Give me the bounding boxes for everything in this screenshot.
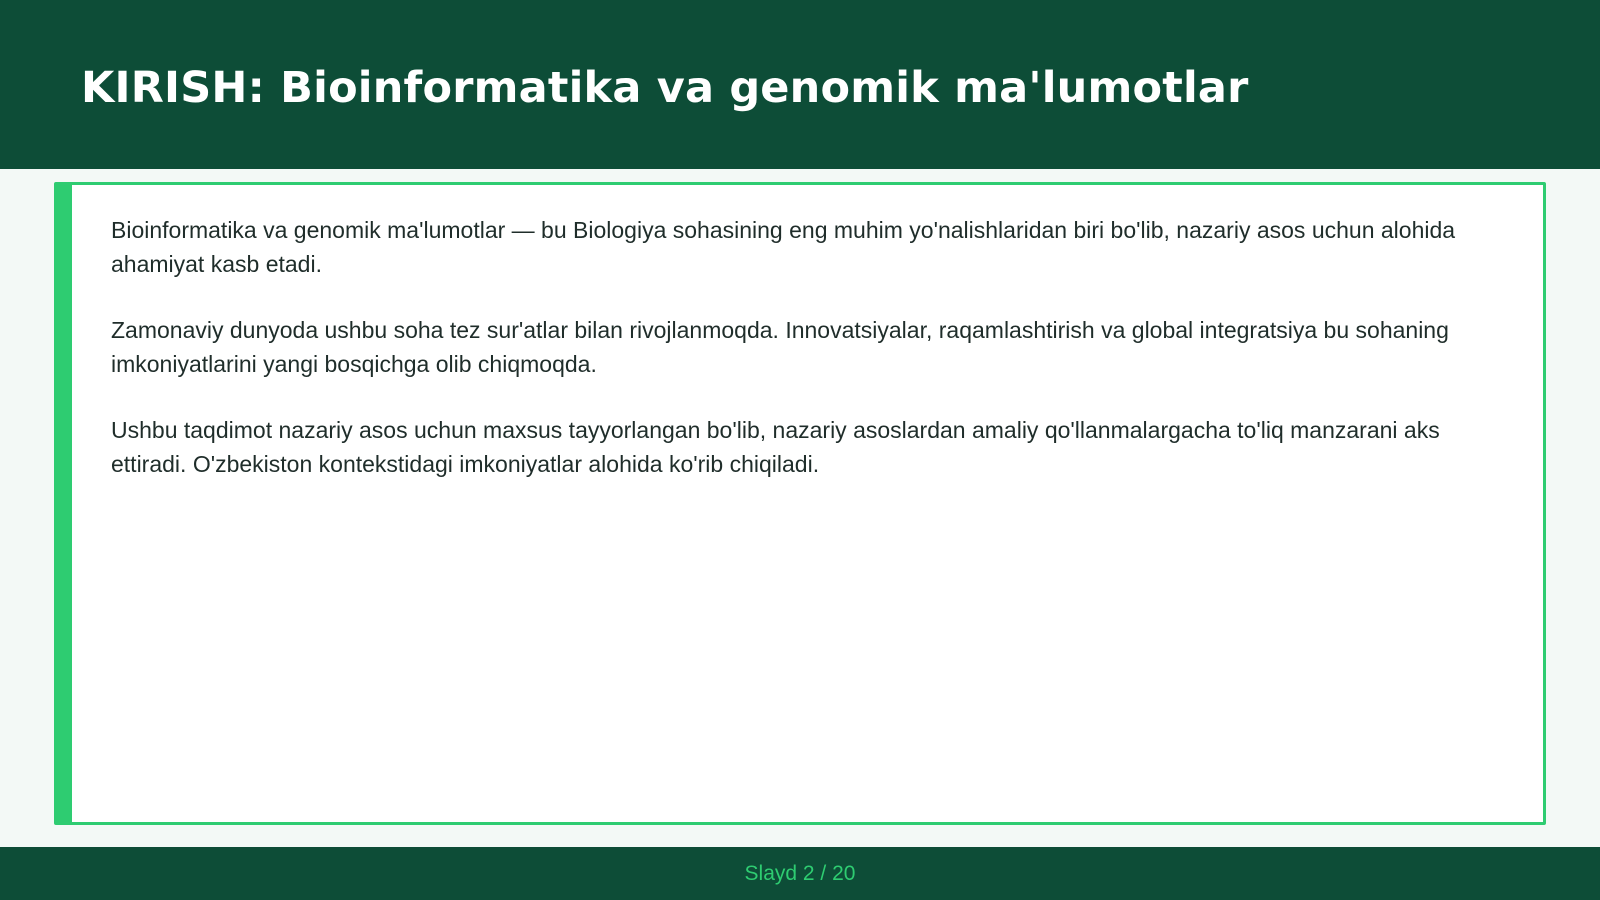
paragraph-intro: Bioinformatika va genomik ma'lumotlar — bu Biologiya sohasining eng muhim yo'nalishlaridan biri bo'lib, nazariy asos uchun alohida ahamiyat kasb etadi. bbox=[111, 217, 1456, 277]
slide-counter: Slayd 2 / 20 bbox=[744, 862, 856, 885]
slide-header bbox=[0, 0, 1600, 169]
slide-title: KIRISH: Bioinformatika va genomik ma'lumotlar bbox=[81, 63, 1249, 113]
paragraph-modern-world: Zamonaviy dunyoda ushbu soha tez sur'atlar bilan rivojlanmoqda. Innovatsiyalar, raqamlashtirish va global integratsiya bu sohaning imkoniyatlarini yangi bosqichga olib chiqmoqda. bbox=[111, 317, 1449, 377]
content-body bbox=[111, 213, 1501, 513]
paragraph-presentation-purpose: Ushbu taqdimot nazariy asos uchun maxsus tayyorlangan bo'lib, nazariy asoslardan amaliy qo'llanmalargacha to'liq manzarani aks ettiradi. O'zbekiston kontekstidagi imkoniyatlar alohida ko'rib chiqiladi. bbox=[111, 417, 1440, 477]
slide-footer bbox=[0, 847, 1600, 900]
